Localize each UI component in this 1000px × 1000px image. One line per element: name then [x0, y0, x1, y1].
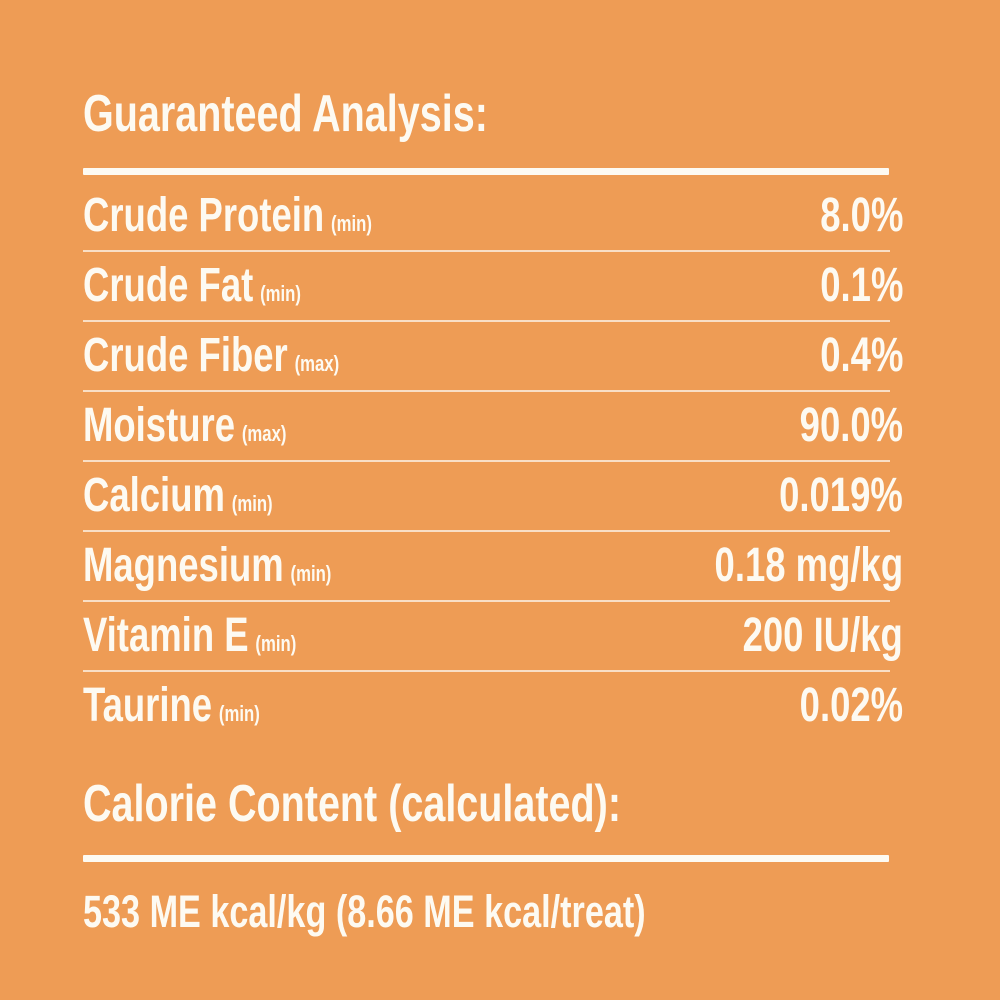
- nutrient-name-group: [83, 461, 273, 539]
- nutrient-name: Crude Fat: [83, 259, 254, 312]
- nutrient-name: Crude Protein: [83, 189, 325, 242]
- nutrient-qualifier: (min): [290, 561, 332, 586]
- nutrient-qualifier: (min): [218, 701, 260, 726]
- analysis-row: [83, 461, 903, 531]
- nutrient-value: 0.1%: [819, 259, 903, 312]
- nutrient-qualifier: (min): [331, 211, 372, 236]
- title-divider: [83, 168, 889, 175]
- analysis-row: [83, 181, 903, 251]
- nutrient-name: Crude Fiber: [83, 329, 288, 382]
- nutrient-name-group: [83, 531, 331, 609]
- calorie-content-title: [83, 774, 1000, 834]
- nutrient-name-group: [83, 321, 339, 399]
- nutrient-name-group: [83, 181, 372, 259]
- nutrient-name: Calcium: [83, 469, 225, 522]
- nutrient-name: Taurine: [83, 679, 213, 732]
- nutrient-name-group: [83, 251, 301, 329]
- nutrient-value: 90.0%: [799, 399, 903, 452]
- nutrient-value: 8.0%: [819, 189, 903, 242]
- analysis-row: [83, 321, 903, 391]
- nutrient-qualifier: (max): [241, 421, 287, 446]
- nutrient-name-group: [83, 601, 296, 679]
- analysis-row: [83, 601, 903, 671]
- analysis-row: [83, 251, 903, 321]
- nutrient-value: 0.019%: [779, 469, 903, 522]
- nutrient-qualifier: (min): [260, 281, 301, 306]
- analysis-row: [83, 531, 903, 601]
- calorie-value-text: 533 ME kcal/kg (8.66 ME kcal/treat): [83, 886, 646, 937]
- nutrient-value: 0.4%: [819, 329, 903, 382]
- calorie-divider: [83, 855, 889, 862]
- calorie-content-section: [83, 774, 1000, 834]
- nutrient-name: Moisture: [83, 399, 236, 452]
- analysis-table: [83, 181, 903, 741]
- nutrient-value: 0.18 mg/kg: [714, 539, 903, 592]
- analysis-row: [83, 391, 903, 461]
- nutrient-value: 200 IU/kg: [742, 609, 903, 662]
- nutrient-qualifier: (min): [231, 491, 273, 516]
- nutrient-name-group: [83, 671, 260, 749]
- nutrient-qualifier: (min): [255, 631, 297, 656]
- analysis-row: [83, 671, 903, 741]
- calorie-content-title-text: Calorie Content (calculated):: [83, 775, 621, 833]
- guaranteed-analysis-title: [83, 84, 1000, 144]
- calorie-value-line: [83, 886, 1000, 938]
- nutrient-value: 0.02%: [799, 679, 903, 732]
- nutrient-name-group: [83, 391, 286, 469]
- nutrient-qualifier: (max): [294, 351, 340, 376]
- nutrient-name: Magnesium: [83, 539, 284, 592]
- guaranteed-analysis-title-text: Guaranteed Analysis:: [83, 85, 488, 143]
- nutrient-name: Vitamin E: [83, 609, 249, 662]
